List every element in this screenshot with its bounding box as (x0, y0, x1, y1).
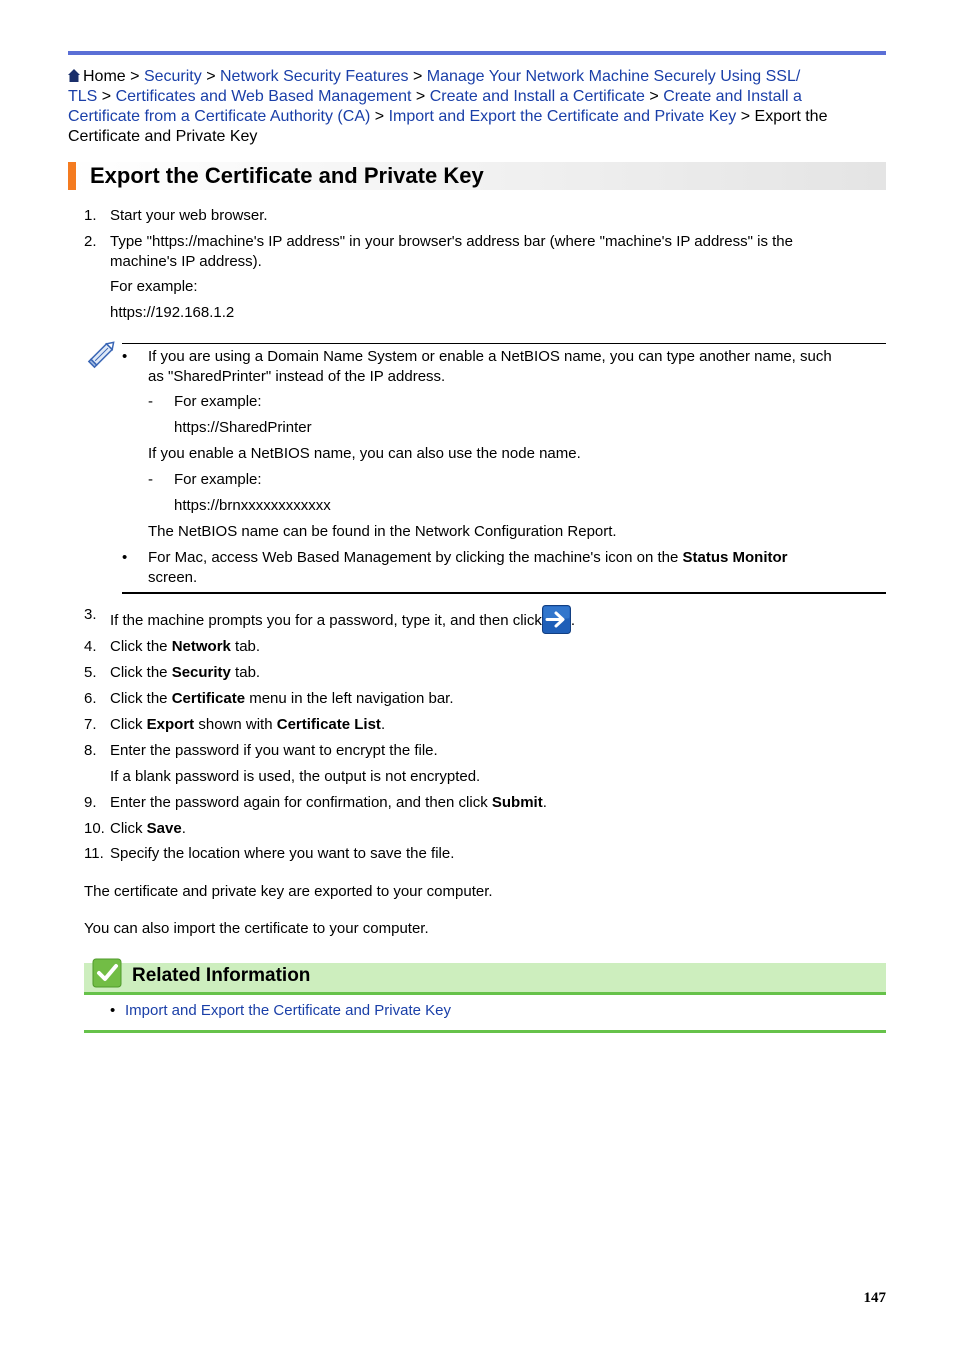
step-bold-text: Certificate List (276, 716, 381, 733)
step-text-line: machine's IP address). (110, 253, 262, 270)
breadcrumb-separator: > (740, 108, 751, 125)
breadcrumb-link-security[interactable]: Security (143, 68, 202, 85)
step-number: 9. (84, 794, 97, 811)
step-text (110, 715, 870, 735)
step-number: 5. (84, 664, 97, 681)
checkmark-icon (92, 958, 122, 988)
step-text-part: . (570, 612, 576, 629)
step-text: Start your web browser. (110, 207, 268, 224)
related-bullet: • (110, 1002, 116, 1019)
breadcrumb-separator: > (415, 88, 426, 105)
step-text-part: Enter the password again for confirmation, and then click (110, 794, 492, 811)
note-example-url: https://SharedPrinter (174, 419, 312, 436)
example-url: https://192.168.1.2 (110, 304, 235, 321)
step-number: 11. (84, 845, 104, 862)
example-label: For example: (110, 278, 198, 295)
step-text (110, 637, 870, 657)
note-netbios-text: If you enable a NetBIOS name, you can also use the node name. (148, 445, 581, 462)
breadcrumb-separator: > (649, 88, 659, 105)
step-bold-text: Submit (491, 794, 543, 811)
step-text-part: . (380, 716, 386, 733)
step-text-part: Click (110, 716, 147, 733)
step-text-part: tab. (230, 638, 261, 655)
step-text (110, 663, 870, 683)
related-link-import-export[interactable]: Import and Export the Certificate and Private Key (125, 1002, 451, 1019)
step-text-part: shown with (194, 716, 277, 733)
note-bullet-1 (148, 347, 884, 387)
step-bold-text: Certificate (171, 690, 246, 707)
note-text: For Mac, access Web Based Management by clicking the machine's icon on the (148, 549, 683, 566)
note-netbios-found: The NetBIOS name can be found in the Network Configuration Report. (148, 523, 617, 540)
arrow-go-icon (542, 605, 571, 634)
step-number: 10. (84, 820, 105, 837)
breadcrumb-link-certificates-web-management[interactable]: Certificates and Web Based Management (115, 88, 412, 105)
breadcrumb-link-import-export[interactable]: Import and Export the Certificate and Private Key (388, 108, 737, 125)
breadcrumb-separator: > (412, 68, 423, 85)
note-bullet-2 (148, 548, 884, 588)
note-text-line: as "SharedPrinter" instead of the IP address. (148, 368, 446, 385)
step-text-part: Click the (110, 638, 172, 655)
step-text-part: tab. (230, 664, 261, 681)
step-text-part: . (542, 794, 547, 811)
step-number: 8. (84, 742, 97, 759)
step-number: 2. (84, 233, 97, 250)
step-number: 4. (84, 638, 97, 655)
step-text: Enter the password if you want to encrypt the file. (110, 742, 438, 759)
step-bold-text: Export (146, 716, 195, 733)
step-number: 1. (84, 207, 97, 224)
breadcrumb-current-text: Export the (754, 108, 828, 125)
note-example-label: For example: (174, 393, 262, 410)
note-bottom-rule (122, 592, 886, 594)
step-text (110, 232, 870, 272)
note-example-label: For example: (174, 471, 262, 488)
breadcrumb-link-text: Manage Your Network Machine Securely Using SSL/ (426, 68, 801, 85)
note-bullet-1-marker: • (122, 348, 128, 365)
breadcrumb-link-text: Create and Install a (663, 88, 802, 105)
breadcrumb-separator: > (130, 68, 140, 85)
step-bold-text: Save (146, 820, 182, 837)
pencil-note-icon (86, 336, 120, 370)
related-info-title: Related Information (132, 965, 311, 986)
step-text (110, 689, 870, 709)
step-text-part: menu in the left navigation bar. (245, 690, 454, 707)
note-text: screen. (148, 569, 198, 586)
result-text: You can also import the certificate to your computer. (84, 920, 429, 937)
breadcrumb (68, 67, 886, 147)
home-icon (68, 69, 80, 82)
step-text-line: Type "https://machine's IP address" in your browser's address bar (where "machine's IP address" is the (110, 233, 793, 250)
breadcrumb-link-create-install-certificate[interactable]: Create and Install a Certificate (429, 88, 645, 105)
note-bold-text: Status Monitor (682, 549, 788, 566)
step-text (110, 605, 870, 634)
step-bold-text: Network (171, 638, 231, 655)
result-text: The certificate and private key are exported to your computer. (84, 883, 493, 900)
page-number: 147 (863, 1290, 886, 1306)
step-text-part: Click (110, 820, 147, 837)
breadcrumb-link-text: Certificate from a Certificate Authority (CA) (68, 108, 371, 125)
note-text-line: If you are using a Domain Name System or enable a NetBIOS name, you can type another name, such (148, 348, 832, 365)
breadcrumb-current-text: Certificate and Private Key (68, 128, 258, 145)
step-8-subtext: If a blank password is used, the output is not encrypted. (110, 768, 481, 785)
step-number: 7. (84, 716, 97, 733)
step-number: 6. (84, 690, 97, 707)
related-info-bottom-rule (84, 1030, 886, 1033)
note-bullet-2-marker: • (122, 549, 128, 566)
breadcrumb-link-network-security-features[interactable]: Network Security Features (219, 68, 409, 85)
breadcrumb-separator: > (374, 108, 385, 125)
note-example-url: https://brnxxxxxxxxxxxx (174, 497, 331, 514)
breadcrumb-separator: > (206, 68, 216, 85)
step-number: 3. (84, 606, 97, 623)
step-bold-text: Security (171, 664, 231, 681)
step-text-part: Click the (110, 690, 172, 707)
page-title-bar (68, 162, 886, 190)
title-accent (68, 162, 76, 190)
page-title: Export the Certificate and Private Key (90, 163, 484, 188)
note-top-rule (122, 343, 886, 344)
breadcrumb-separator: > (101, 88, 112, 105)
note-dash: - (148, 393, 153, 410)
step-text (110, 819, 870, 839)
step-text-part: If the machine prompts you for a password, type it, and then click (110, 612, 542, 629)
note-dash: - (148, 471, 153, 488)
header-rule (68, 51, 886, 55)
step-text-part: . (181, 820, 186, 837)
step-text: Specify the location where you want to save the file. (110, 845, 455, 862)
step-text (110, 793, 870, 813)
breadcrumb-home[interactable]: Home (83, 68, 126, 85)
breadcrumb-link-text: TLS (68, 88, 98, 105)
step-text-part: Click the (110, 664, 172, 681)
